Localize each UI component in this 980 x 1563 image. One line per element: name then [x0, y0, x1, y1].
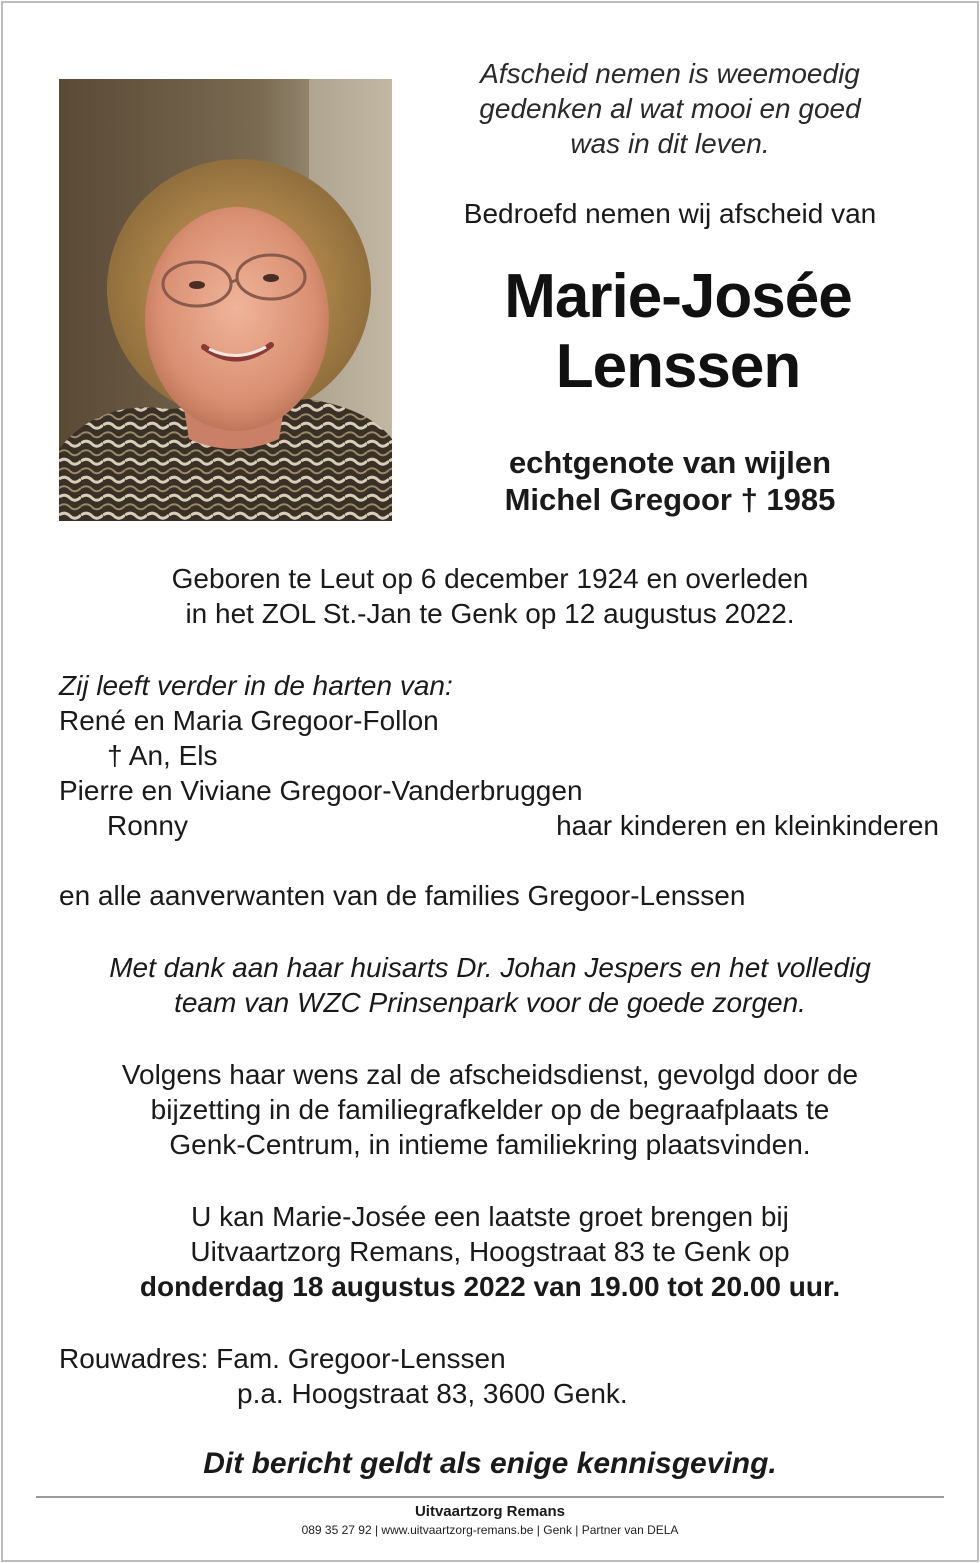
last-name: Lenssen [555, 332, 801, 401]
portrait-photo [59, 79, 392, 521]
address-line-2: p.a. Hoogstraat 83, 3600 Genk. [237, 1378, 628, 1409]
relatives-text: en alle aanverwanten van de families Gregoor-Lenssen [59, 880, 746, 911]
service-line: Volgens haar wens zal de afscheidsdienst, gevolgd door de [121, 1059, 859, 1090]
spouse-line-2: Michel Gregoor † 1985 [504, 482, 836, 517]
family-couple-2: Pierre en Viviane Gregoor-Vanderbruggen [59, 775, 583, 806]
visit-line-2: Uitvaartzorg Remans, Hoogstraat 83 te Genk op [190, 1236, 790, 1267]
deceased-name [400, 262, 956, 402]
mourning-address [59, 1341, 939, 1411]
notice-text: Dit bericht geldt als enige kennisgeving. [203, 1447, 777, 1480]
birth-death-info [40, 561, 940, 631]
footer-info: 089 35 27 92 | www.uitvaartzorg-remans.be | Genk | Partner van DELA [301, 1523, 679, 1537]
service-text [40, 1057, 940, 1162]
family-list [59, 668, 939, 843]
family-heading: Zij leeft verder in de harten van: [59, 670, 453, 701]
poem [400, 56, 940, 161]
thanks-text [40, 950, 940, 1020]
footer-divider [36, 1496, 944, 1498]
service-line: Genk-Centrum, in intieme familiekring plaatsvinden. [169, 1129, 811, 1160]
visit-date-time: donderdag 18 augustus 2022 van 19.00 tot 20.00 uur. [139, 1271, 841, 1302]
family-couple-1: René en Maria Gregoor-Follon [59, 705, 439, 736]
family-children-1: † An, Els [107, 740, 218, 771]
spouse-line-1: echtgenote van wijlen [508, 445, 832, 480]
poem-line: gedenken al wat mooi en goed [479, 93, 861, 124]
first-name: Marie-Josée [504, 262, 852, 331]
poem-line: was in dit leven. [570, 128, 770, 159]
family-children-2: Ronny [107, 810, 188, 841]
family-children-2-row [59, 808, 939, 843]
born-line: in het ZOL St.-Jan te Genk op 12 augustus 2022. [185, 598, 795, 629]
service-line: bijzetting in de familiegrafkelder op de begraafplaats te [150, 1094, 830, 1125]
visit-line-1: U kan Marie-Josée een laatste groet brengen bij [191, 1201, 789, 1232]
poem-line: Afscheid nemen is weemoedig [480, 58, 860, 89]
visitation-text [40, 1199, 940, 1304]
address-line-1: Rouwadres: Fam. Gregoor-Lenssen [59, 1343, 506, 1374]
thanks-line: team van WZC Prinsenpark voor de goede zorgen. [174, 987, 806, 1018]
thanks-line: Met dank aan haar huisarts Dr. Johan Jespers en het volledig [109, 952, 871, 983]
footer-title: Uitvaartzorg Remans [414, 1503, 566, 1520]
family-relation: haar kinderen en kleinkinderen [556, 810, 939, 841]
spouse-info [400, 444, 940, 518]
born-line: Geboren te Leut op 6 december 1924 en overleden [171, 563, 809, 594]
intro-text: Bedroefd nemen wij afscheid van [463, 198, 877, 229]
